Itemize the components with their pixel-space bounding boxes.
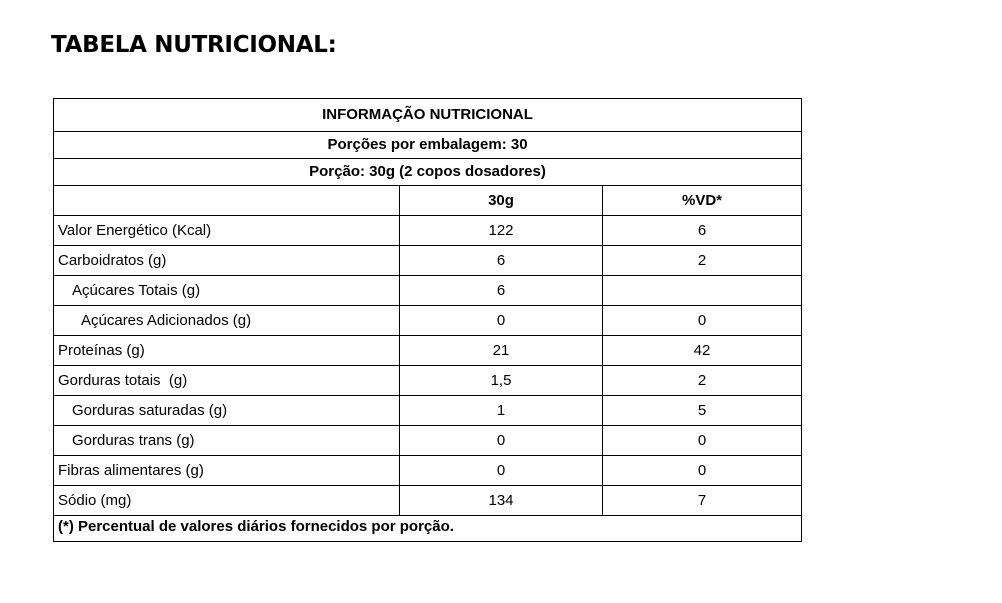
column-header-vd: %VD* xyxy=(603,186,802,216)
table-row xyxy=(54,276,802,306)
nutrient-amount: 0 xyxy=(400,306,603,336)
nutrient-amount: 6 xyxy=(400,276,603,306)
nutrient-amount: 1 xyxy=(400,396,603,426)
nutrition-table xyxy=(53,98,802,542)
footnote-row xyxy=(54,516,802,542)
nutrient-amount: 21 xyxy=(400,336,603,366)
table-row xyxy=(54,396,802,426)
column-header-row xyxy=(54,186,802,216)
nutrient-vd xyxy=(603,276,802,306)
column-header-nutrient xyxy=(54,186,400,216)
servings-per-package: Porções por embalagem: 30 xyxy=(54,132,802,159)
table-row xyxy=(54,366,802,396)
nutrient-amount: 6 xyxy=(400,246,603,276)
nutrient-amount: 0 xyxy=(400,426,603,456)
nutrient-label: Açúcares Adicionados (g) xyxy=(54,306,400,336)
table-title: INFORMAÇÃO NUTRICIONAL xyxy=(54,99,802,132)
serving-size: Porção: 30g (2 copos dosadores) xyxy=(54,159,802,186)
table-row xyxy=(54,456,802,486)
table-row xyxy=(54,426,802,456)
footnote: (*) Percentual de valores diários fornecidos por porção. xyxy=(54,516,802,542)
nutrient-vd: 0 xyxy=(603,426,802,456)
nutrient-vd: 6 xyxy=(603,216,802,246)
nutrient-vd: 0 xyxy=(603,306,802,336)
table-row xyxy=(54,306,802,336)
nutrient-amount: 1,5 xyxy=(400,366,603,396)
table-title-row xyxy=(54,99,802,132)
nutrient-label: Sódio (mg) xyxy=(54,486,400,516)
nutrient-label: Gorduras trans (g) xyxy=(54,426,400,456)
nutrient-label: Valor Energético (Kcal) xyxy=(54,216,400,246)
nutrient-amount: 134 xyxy=(400,486,603,516)
nutrient-label: Carboidratos (g) xyxy=(54,246,400,276)
nutrient-vd: 5 xyxy=(603,396,802,426)
table-row xyxy=(54,486,802,516)
table-row xyxy=(54,336,802,366)
servings-row xyxy=(54,132,802,159)
nutrient-label: Proteínas (g) xyxy=(54,336,400,366)
nutrient-amount: 122 xyxy=(400,216,603,246)
nutrient-label: Gorduras totais (g) xyxy=(54,366,400,396)
page-title: TABELA NUTRICIONAL: xyxy=(51,32,337,58)
nutrient-label: Fibras alimentares (g) xyxy=(54,456,400,486)
nutrient-label: Gorduras saturadas (g) xyxy=(54,396,400,426)
nutrient-vd: 42 xyxy=(603,336,802,366)
serving-size-row xyxy=(54,159,802,186)
nutrient-vd: 2 xyxy=(603,366,802,396)
table-row xyxy=(54,216,802,246)
column-header-amount: 30g xyxy=(400,186,603,216)
nutrient-vd: 0 xyxy=(603,456,802,486)
nutrient-vd: 2 xyxy=(603,246,802,276)
nutrient-label: Açúcares Totais (g) xyxy=(54,276,400,306)
table-row xyxy=(54,246,802,276)
nutrient-vd: 7 xyxy=(603,486,802,516)
nutrient-amount: 0 xyxy=(400,456,603,486)
